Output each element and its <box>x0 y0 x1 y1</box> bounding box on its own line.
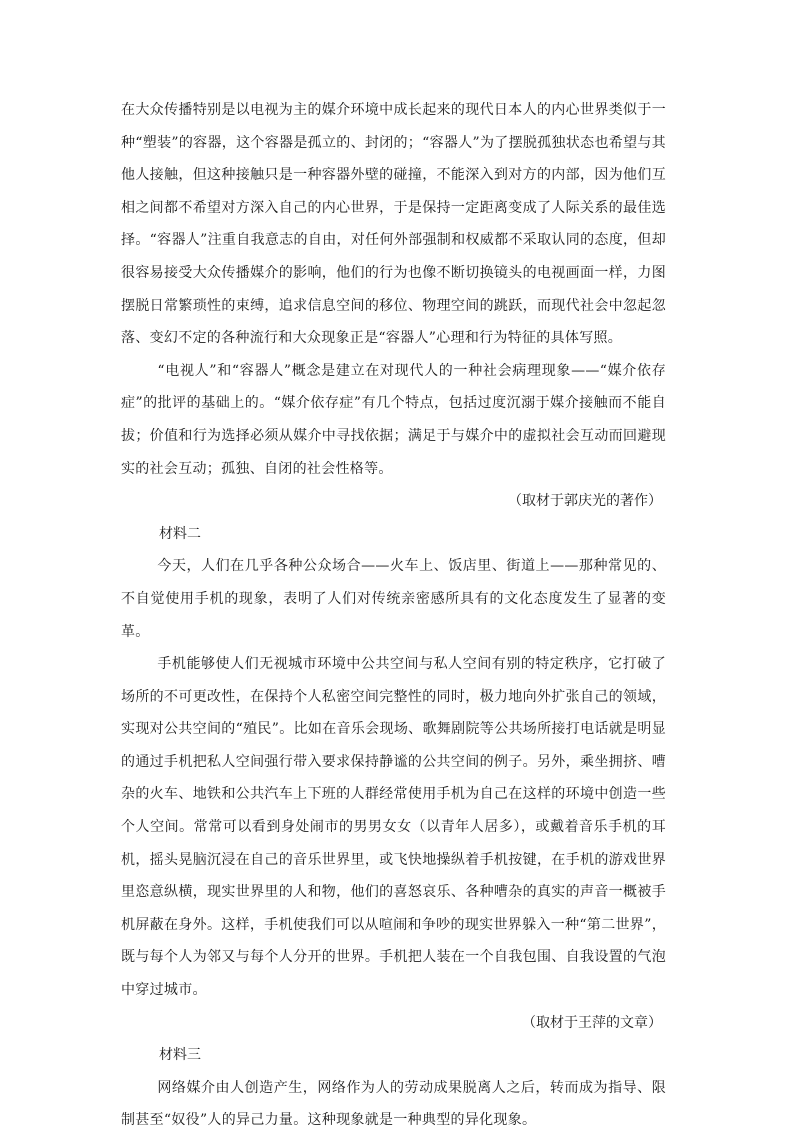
material3-paragraph-1: 网络媒介由人创造产生，网络作为人的劳动成果脱离人之后，转而成为指导、限制甚至“奴役”人的异己力量。这种现象就是一种典型的异化现象。 <box>121 1079 666 1129</box>
material1-paragraph-1: 在大众传播特别是以电视为主的媒介环境中成长起来的现代日本人的内心世界类似于一种“塑装”的容器，这个容器是孤立的、封闭的；“容器人”为了摆脱孤独状态也希望与其他人接触，但这种接触只是一种容器外壁的碰撞，不能深入到对方的内部，因为他们互相之间都不希望对方深入自己的内心世界，于是保持一定距离变成了人际关系的最佳选择。“容器人”注重自我意志的自由，对任何外部强制和权威都不采取认同的态度，但却很容易接受大众传播媒介的影响，他们的行为也像不断切换镜头的电视画面一样，力图摆脱日常繁琐性的束缚，追求信息空间的移位、物理空间的跳跃，而现代社会中忽起忽落、变幻不定的各种流行和大众现象正是“容器人”心理和行为特征的具体写照。 <box>121 102 666 347</box>
document-page <box>121 94 666 1137</box>
material2-source: （取材于王萍的文章） <box>522 1014 662 1031</box>
material2-paragraph-2: 手机能够使人们无视城市环境中公共空间与私人空间有别的特定秩序，它打破了场所的不可更改性，在保持个人私密空间完整性的同时，极力地向外扩张自己的领域，实现对公共空间的“殖民”。比如在音乐会现场、歌舞剧院等公共场所接打电话就是明显的通过手机把私人空间强行带入要求保持静谧的公共空间的例子。另外，乘坐拥挤、嘈杂的火车、地铁和公共汽车上下班的人群经常使用手机为自己在这样的环境中创造一些个人空间。常常可以看到身处闹市的男男女女（以青年人居多），或戴着音乐手机的耳机，摇头晃脑沉浸在自己的音乐世界里，或飞快地操纵着手机按键，在手机的游戏世界里恣意纵横，现实世界里的人和物，他们的喜怒哀乐、各种嘈杂的真实的声音一概被手机屏蔽在身外。这样，手机使我们可以从喧闹和争吵的现实世界躲入一种“第二世界”，既与每个人为邻又与每个人分开的世界。手机把人装在一个自我包围、自我设置的气泡中穿过城市。 <box>121 656 666 999</box>
material1-paragraph-2: “电视人”和“容器人”概念是建立在对现代人的一种社会病理现象——“媒介依存症”的批评的基础上的。“媒介依存症”有几个特点，包括过度沉溺于媒介接触而不能自拔；价值和行为选择必须从媒介中寻找依据；满足于与媒介中的虚拟社会互动而回避现实的社会互动；孤独、自闭的社会性格等。 <box>121 362 666 477</box>
material3-heading: 材料三 <box>159 1047 201 1064</box>
material2-heading: 材料二 <box>159 525 201 542</box>
material1-source: （取材于郭庆光的著作） <box>508 493 662 510</box>
material2-paragraph-1: 今天，人们在几乎各种公众场合——火车上、饭店里、街道上——那种常见的、不自觉使用手机的现象，表明了人们对传统亲密感所具有的文化态度发生了显著的变革。 <box>121 558 666 640</box>
